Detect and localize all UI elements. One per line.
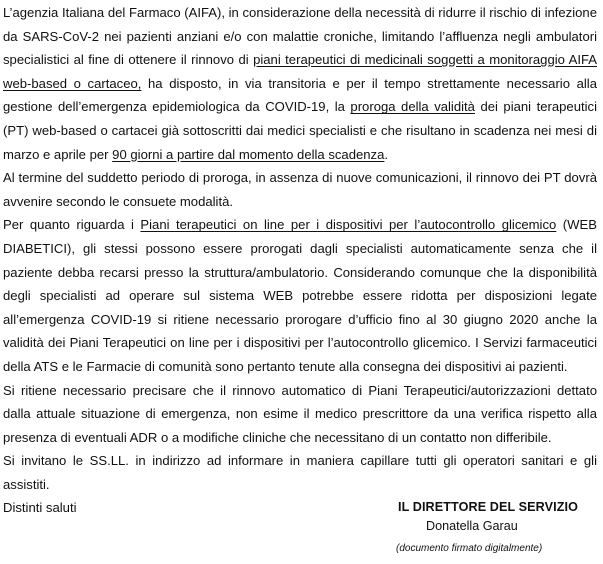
text-segment: dei piani terapeutici (PT) web-based o cartacei già sottoscritti dai medici specialisti e che risultano in scadenza nei mesi di marzo e aprile per (3, 99, 597, 162)
text-segment: Si invitano le SS.LL. in indirizzo ad informare in maniera capillare tutti gli operatori sanitari e gli assistiti. (3, 453, 597, 492)
letter-body (3, 1, 597, 520)
paragraph-invito (3, 449, 597, 496)
link-piani-terapeutici-on-line[interactable]: Piani terapeutici on line per i dispositivi per l’autocontrollo glicemico (140, 217, 557, 233)
text-segment: (WEB DIABETICI), gli stessi possono essere prorogati dagli specialisti automaticamente senza che il paziente debba recarsi presso la struttura/ambulatorio. Considerando comunque che la disponibilità degli specialisti ad operare sul sistema WEB potrebbe essere ridotta per disposizioni legate all’emergenza COVID-19 si ritiene necessario prorogare d’ufficio fino al 30 giugno 2020 anche la validità dei Piani Terapeutici on line per i dispositivi per l’autocontrollo glicemico. I Servizi farmaceutici della ATS e le Farmacie di comunità sono pertanto tenute alla consegna dei dispositivi ai pazienti. (3, 217, 597, 374)
paragraph-rinnovo-automatico (3, 379, 597, 450)
paragraph-termine-proroga (3, 166, 597, 213)
paragraph-aifa-proroga (3, 1, 597, 166)
text-segment: ha disposto, in via transitoria e per il tempo strettamente necessario alla gestione dell’emergenza epidemiologica da COVID-19, la (3, 75, 597, 115)
text-segment: Al termine del suddetto periodo di proroga, in assenza di nuove comunicazioni, il rinnovo dei PT dovrà avvenire secondo le consuete modalità. (3, 170, 597, 209)
text-segment: Distinti saluti (3, 500, 77, 516)
text-segment: . (384, 146, 389, 162)
link-piani-terapeutici-aifa[interactable]: piani terapeutici di medicinali soggetti a monitoraggio AIFA web-based o cartaceo, (3, 52, 597, 91)
text-segment: Si ritiene necessario precisare che il rinnovo automatico di Piani Terapeutici/autorizzazioni dettato dalla attuale situazione di emergenza, non esime il medico prescrittore da una verifica rispetto alla presenza di eventuali ADR o a modifiche cliniche che necessitano di un contatto non differibile. (3, 382, 597, 445)
paragraph-web-diabetici (3, 213, 597, 378)
signature-note: (documento firmato digitalmente) (396, 543, 543, 554)
text-segment: Per quanto riguarda i (3, 217, 141, 233)
link-90-giorni[interactable]: 90 giorni a partire dal momento della scadenza (112, 146, 385, 162)
signature-title: IL DIRETTORE DEL SERVIZIO (398, 500, 579, 514)
signature-name: Donatella Garau (426, 519, 518, 533)
text-segment: L’agenzia Italiana del Farmaco (AIFA), in considerazione della necessità di ridurre il rischio di infezione da SARS-CoV-2 nei pazienti anziani e/o con malattie croniche, limitando l’affluenza negli ambulatori specialistici al fine di ottenere il rinnovo di (3, 5, 597, 68)
link-proroga-validita[interactable]: proroga della validità (350, 99, 475, 115)
